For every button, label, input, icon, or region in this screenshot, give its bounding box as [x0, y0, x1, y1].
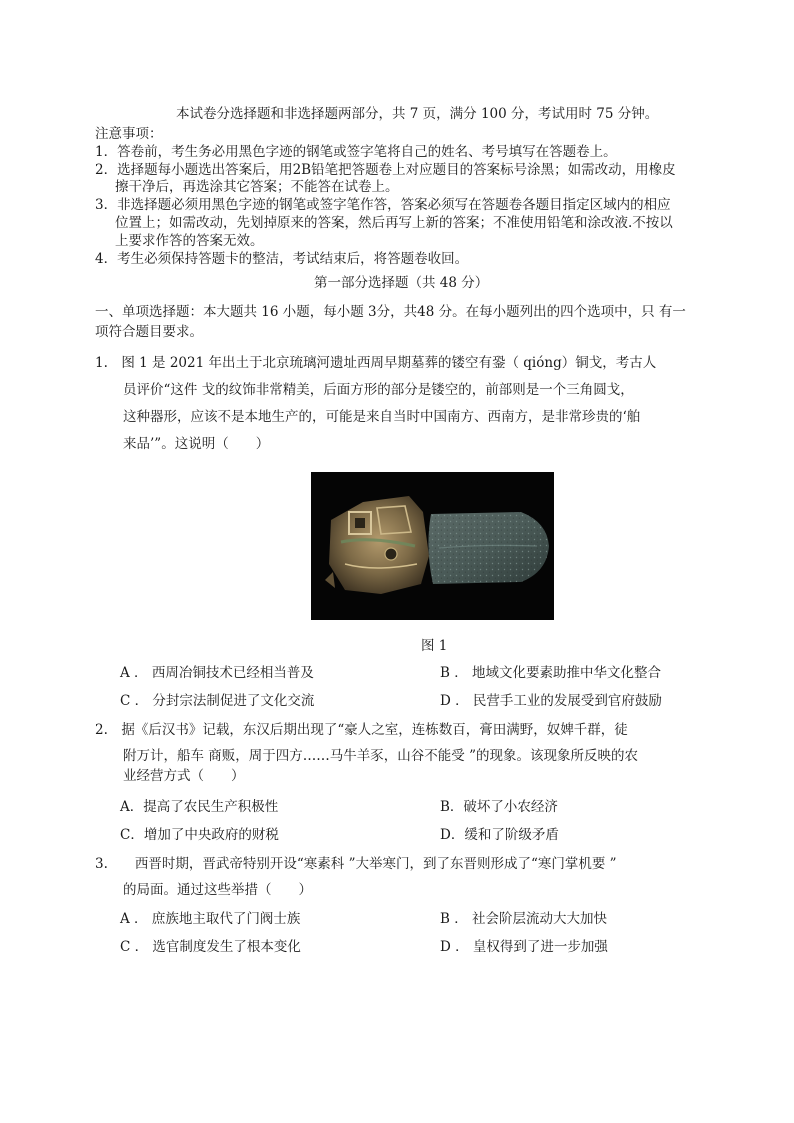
bronze-ge-illustration: [311, 472, 554, 620]
notice-item-continued: 上要求作答的答案无效。: [115, 233, 264, 249]
question-2-stem-continued: 附万计，船车 商贩，周于四方……马牛羊豕，山谷不能受 ”的现象。该现象所反映的农: [123, 748, 638, 764]
question-3-option-d: D ． 皇权得到了进一步加强: [440, 939, 608, 955]
bronze-ge-photo: [311, 472, 554, 620]
notice-title: 注意事项：: [95, 126, 163, 142]
question-2-stem-continued: 业经营方式（ ）: [123, 768, 245, 784]
notice-item-continued: 位置上；如需改动，先划掉原来的答案，然后再写上新的答案；不准使用铅笔和涂改液.不按以: [115, 215, 673, 231]
question-3-option-a: A ． 庶族地主取代了门阀士族: [120, 911, 301, 927]
question-1-option-d: D ． 民营手工业的发展受到官府鼓励: [440, 693, 662, 709]
question-2-option-d: D．缓和了阶级矛盾: [440, 827, 559, 843]
question-1-stem-continued: 员评价“这件 戈的纹饰非常精美，后面方形的部分是镂空的，前部则是一个三角圆戈，: [123, 382, 634, 398]
part-title: 第一部分选择题（共 48 分）: [314, 275, 489, 291]
notice-item: 3．非选择题必须用黑色字迹的钢笔或签字笔作答，答案必须写在答题卷各题目指定区域内的相应: [95, 197, 671, 213]
exam-intro: 本试卷分选择题和非选择题两部分，共 7 页，满分 100 分，考试用时 75 分钟。: [176, 106, 659, 122]
question-1-option-b: B ． 地域文化要素助推中华文化整合: [440, 665, 662, 681]
question-3-stem-continued: 的局面。通过这些举措（ ）: [123, 882, 312, 898]
notice-item: 1．答卷前，考生务必用黑色字迹的钢笔或签字笔将自己的姓名、考号填写在答题卷上。: [95, 144, 617, 160]
question-2-option-b: B．破坏了小农经济: [440, 799, 558, 815]
question-3-option-c: C ． 选官制度发生了根本变化: [120, 939, 301, 955]
question-3-option-b: B ． 社会阶层流动大大加快: [440, 911, 608, 927]
question-2-option-c: C．增加了中央政府的财税: [120, 827, 279, 843]
question-1-option-c: C ． 分封宗法制促进了文化交流: [120, 693, 315, 709]
question-2-stem: 2. 据《后汉书》记载，东汉后期出现了“豪人之室，连栋数百，膏田满野，奴婢千群，徒: [95, 722, 628, 738]
figure-caption: 图 1: [421, 638, 448, 654]
section-instructions-continued: 项符合题目要求。: [95, 324, 203, 340]
notice-item: 2．选择题每小题选出答案后，用2B铅笔把答题卷上对应题目的答案标号涂黑；如需改动，用橡皮: [95, 162, 676, 178]
section-instructions: 一、单项选择题：本大题共 16 小题，每小题 3分，共48 分。在每小题列出的四个选项中，只 有一: [95, 304, 686, 320]
question-1-stem: 1. 图 1 是 2021 年出土于北京琉璃河遗址西周早期墓葬的镂空有銎（ qióng）铜戈，考古人: [95, 355, 657, 371]
question-1-option-a: A ． 西周冶铜技术已经相当普及: [120, 665, 314, 681]
question-1-stem-continued: 这种器形，应该不是本地生产的，可能是来自当时中国南方、西南方，是非常珍贵的‘舶: [123, 409, 641, 425]
notice-item-continued: 擦干净后，再选涂其它答案；不能答在试卷上。: [115, 179, 399, 195]
notice-item: 4．考生必须保持答题卡的整洁，考试结束后，将答题卷收回。: [95, 251, 469, 267]
question-1-stem-continued: 来品’”。这说明（ ）: [123, 436, 270, 452]
question-3-stem: 3. 西晋时期，晋武帝特别开设“寒素科 ”大举寒门，到了东晋则形成了“寒门掌机要 ”: [95, 856, 617, 872]
question-2-option-a: A．提高了农民生产积极性: [120, 799, 279, 815]
